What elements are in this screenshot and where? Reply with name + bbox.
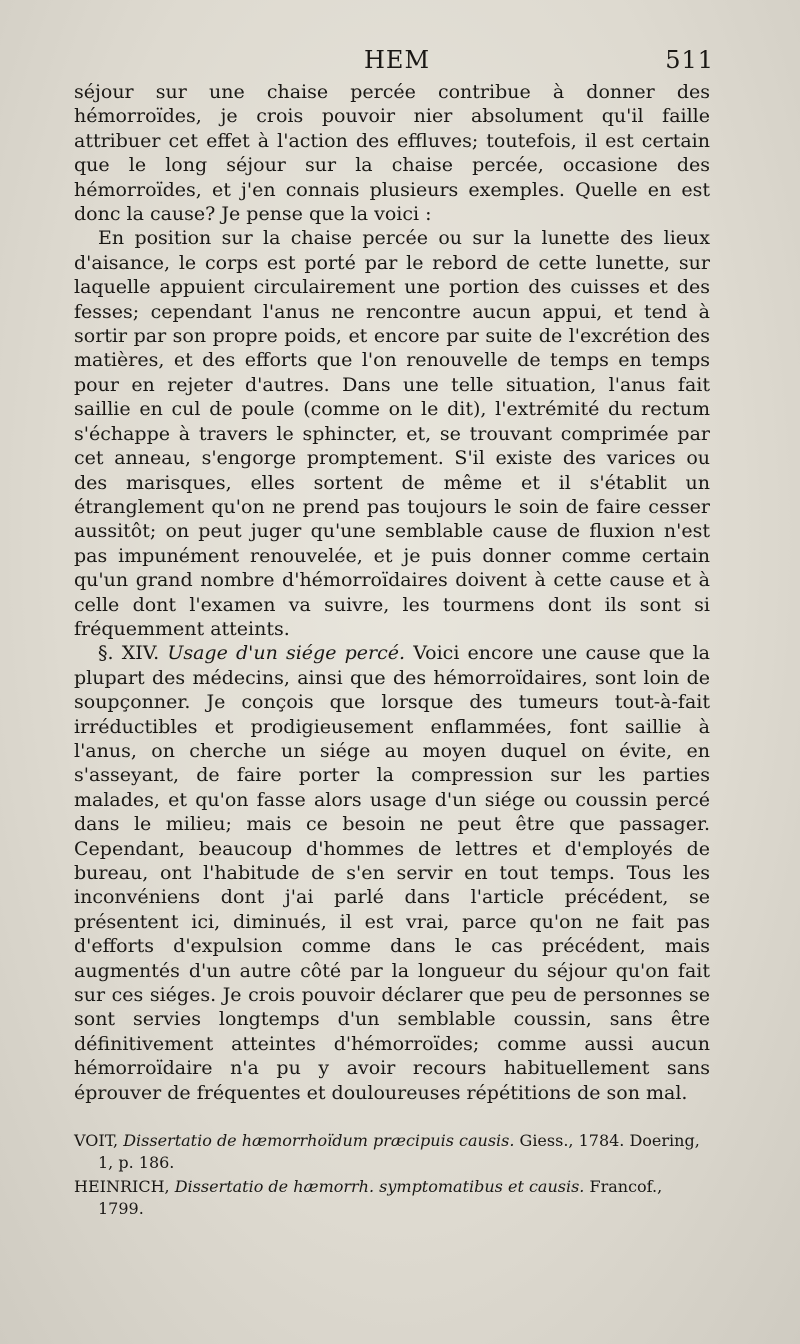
reference-item [74, 1176, 710, 1220]
reference-author: HEINRICH, [74, 1177, 170, 1196]
reference-author: VOIT, [74, 1131, 119, 1150]
section-text: Voici encore une cause que la plupart des médecins, ainsi que des hémorroïdaires, sont loin de soupçonner. Je conçois que lorsque des tumeurs tout-à-fait irréductibles et prodigieusement enflammées, font saillie à l'anus, on cherche un siége au moyen duquel on évite, en s'asseyant, de faire porter la compression sur les parties malades, et qu'on fasse alors usage d'un siége ou coussin percé dans le milieu; mais ce besoin ne peut être que passager. Cependant, beaucoup d'hommes de lettres et d'employés de bureau, ont l'habitude de s'en servir en tout temps. Tous les inconvéniens dont j'ai parlé dans l'article précédent, se présentent ici, diminués, il est vrai, parce qu'on ne fait pas d'efforts d'expulsion comme dans le cas précédent, mais augmentés d'un autre côté par la longueur du séjour qu'on fait sur ces siéges. Je crois pouvoir déclarer que peu de personnes se sont servies longtemps d'un semblable coussin, sans être définitivement atteintes d'hémorroïdes; comme aussi aucun hémorroïdaire n'a pu y avoir recours habituellement sans éprouver de fréquentes et douloureuses répétitions de son mal. [74, 642, 710, 1104]
page-number: 511 [665, 46, 714, 74]
section-14 [74, 641, 710, 1105]
reference-item [74, 1130, 710, 1174]
main-text [74, 80, 710, 1105]
reference-details: Giess., 1784. Doering, 1, p. 186. [98, 1131, 700, 1172]
bibliography [74, 1130, 710, 1222]
section-title: Usage d'un siége percé. [167, 642, 406, 665]
reference-title: Dissertatio de hæmorrhoïdum præcipuis causis. [123, 1131, 515, 1150]
paragraph-chaise-percee: En position sur la chaise percée ou sur la lunette des lieux d'aisance, le corps est porté par le rebord de cette lunette, sur laquelle appuient circulairement une portion des cuisses et des fesses; cependant l'anus ne rencontre aucun appui, et tend à sortir par son propre poids, et encore par suite de l'excrétion des matières, et des efforts que l'on renouvelle de temps en temps pour en rejeter d'autres. Dans une telle situation, l'anus fait saillie en cul de poule (comme on le dit), l'extrémité du rectum s'échappe à travers le sphincter, et, se trouvant comprimée par cet anneau, s'engorge promptement. S'il existe des varices ou des marisques, elles sortent de même et il s'établit un étranglement qu'on ne prend pas toujours le soin de faire cesser aussitôt; on peut juger qu'une semblable cause de fluxion n'est pas impunément renouvelée, et je puis donner comme certain qu'un grand nombre d'hémorroïdaires doivent à cette cause et à celle dont l'examen va suivre, les tourmens dont ils sont si fréquemment atteints. [74, 227, 710, 640]
paragraph-continuation: séjour sur une chaise percée contribue à donner des hémorroïdes, je crois pouvoir nier absolument qu'il faille attribuer cet effet à l'action des effluves; toutefois, il est certain que le long séjour sur la chaise percée, occasione des hémorroïdes, et j'en connais plusieurs exemples. Quelle en est donc la cause? Je pense que la voici : [74, 81, 710, 226]
section-number: §. XIV. [98, 642, 160, 665]
running-title: HEM [364, 46, 431, 74]
reference-details: Francof., 1799. [98, 1177, 663, 1218]
running-header [74, 46, 714, 78]
reference-title: Dissertatio de hæmorrh. symptomatibus et causis. [174, 1177, 585, 1196]
